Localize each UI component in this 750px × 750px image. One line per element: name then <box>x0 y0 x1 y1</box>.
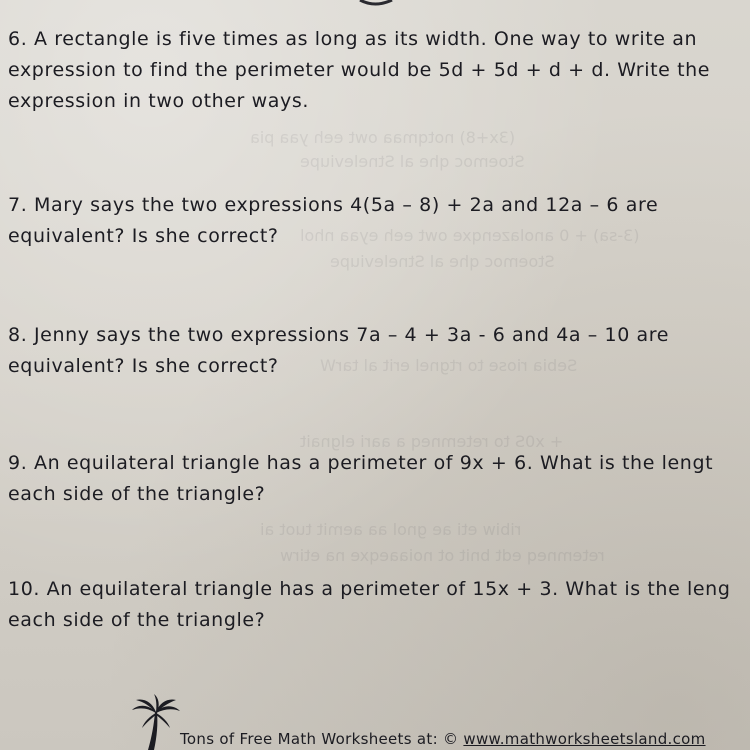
question-10-line-1: 10. An equilateral triangle has a perimeter of 15x + 3. What is the leng <box>8 578 731 600</box>
question-6 <box>8 24 710 117</box>
bleed-through-text: Stoemoc qhe al Stneleviupe <box>330 252 555 271</box>
question-8-line-1: 8. Jenny says the two expressions 7a – 4 + 3a - 6 and 4a – 10 are <box>8 324 670 346</box>
question-6-line-1: 6. A rectangle is five times as long as its width. One way to write an <box>8 28 698 50</box>
question-7 <box>8 190 658 252</box>
question-8-line-2: equivalent? Is she correct? <box>8 355 279 377</box>
question-7-line-1: 7. Mary says the two expressions 4(5a – 8) + 2a and 12a – 6 are <box>8 194 659 216</box>
footer-prefix: Tons of Free Math Worksheets at: © <box>180 730 464 748</box>
bleed-through-text: ribiw eti ae gnol aa aemit tuot ai <box>260 520 522 539</box>
bleed-through-text: (3x+8) notqmaa owt eeh yaa pia <box>250 128 516 147</box>
question-7-line-2: equivalent? Is she correct? <box>8 225 279 247</box>
footer-credit <box>180 730 706 748</box>
top-edge-mark <box>0 0 750 22</box>
bleed-through-text: Sebia riose to rtgnel erit al tarW <box>320 356 578 375</box>
bleed-through-text: Stoemoc qhe al Stneleviupe <box>300 152 525 171</box>
bleed-through-text: + x0S to retemneq a aari elgnait <box>300 432 564 451</box>
question-6-line-3: expression in two other ways. <box>8 90 309 112</box>
bleed-through-text: (3-sa) + 0 anolazenqxe owt eeh eyaa nhol <box>300 226 640 245</box>
question-6-line-2: expression to find the perimeter would be 5d + 5d + d + d. Write the <box>8 59 711 81</box>
bleed-through-text: retemneq edt bnit ot noiaaeqxe na etirw <box>280 546 605 565</box>
question-10 <box>8 574 730 636</box>
question-9-line-2: each side of the triangle? <box>8 483 266 505</box>
question-10-line-2: each side of the triangle? <box>8 609 266 631</box>
question-8 <box>8 320 669 382</box>
footer-url-link[interactable]: www.mathworksheetsland.com <box>463 730 706 748</box>
question-9-line-1: 9. An equilateral triangle has a perimeter of 9x + 6. What is the lengt <box>8 452 714 474</box>
question-9 <box>8 448 713 510</box>
palm-tree-icon <box>128 694 184 750</box>
